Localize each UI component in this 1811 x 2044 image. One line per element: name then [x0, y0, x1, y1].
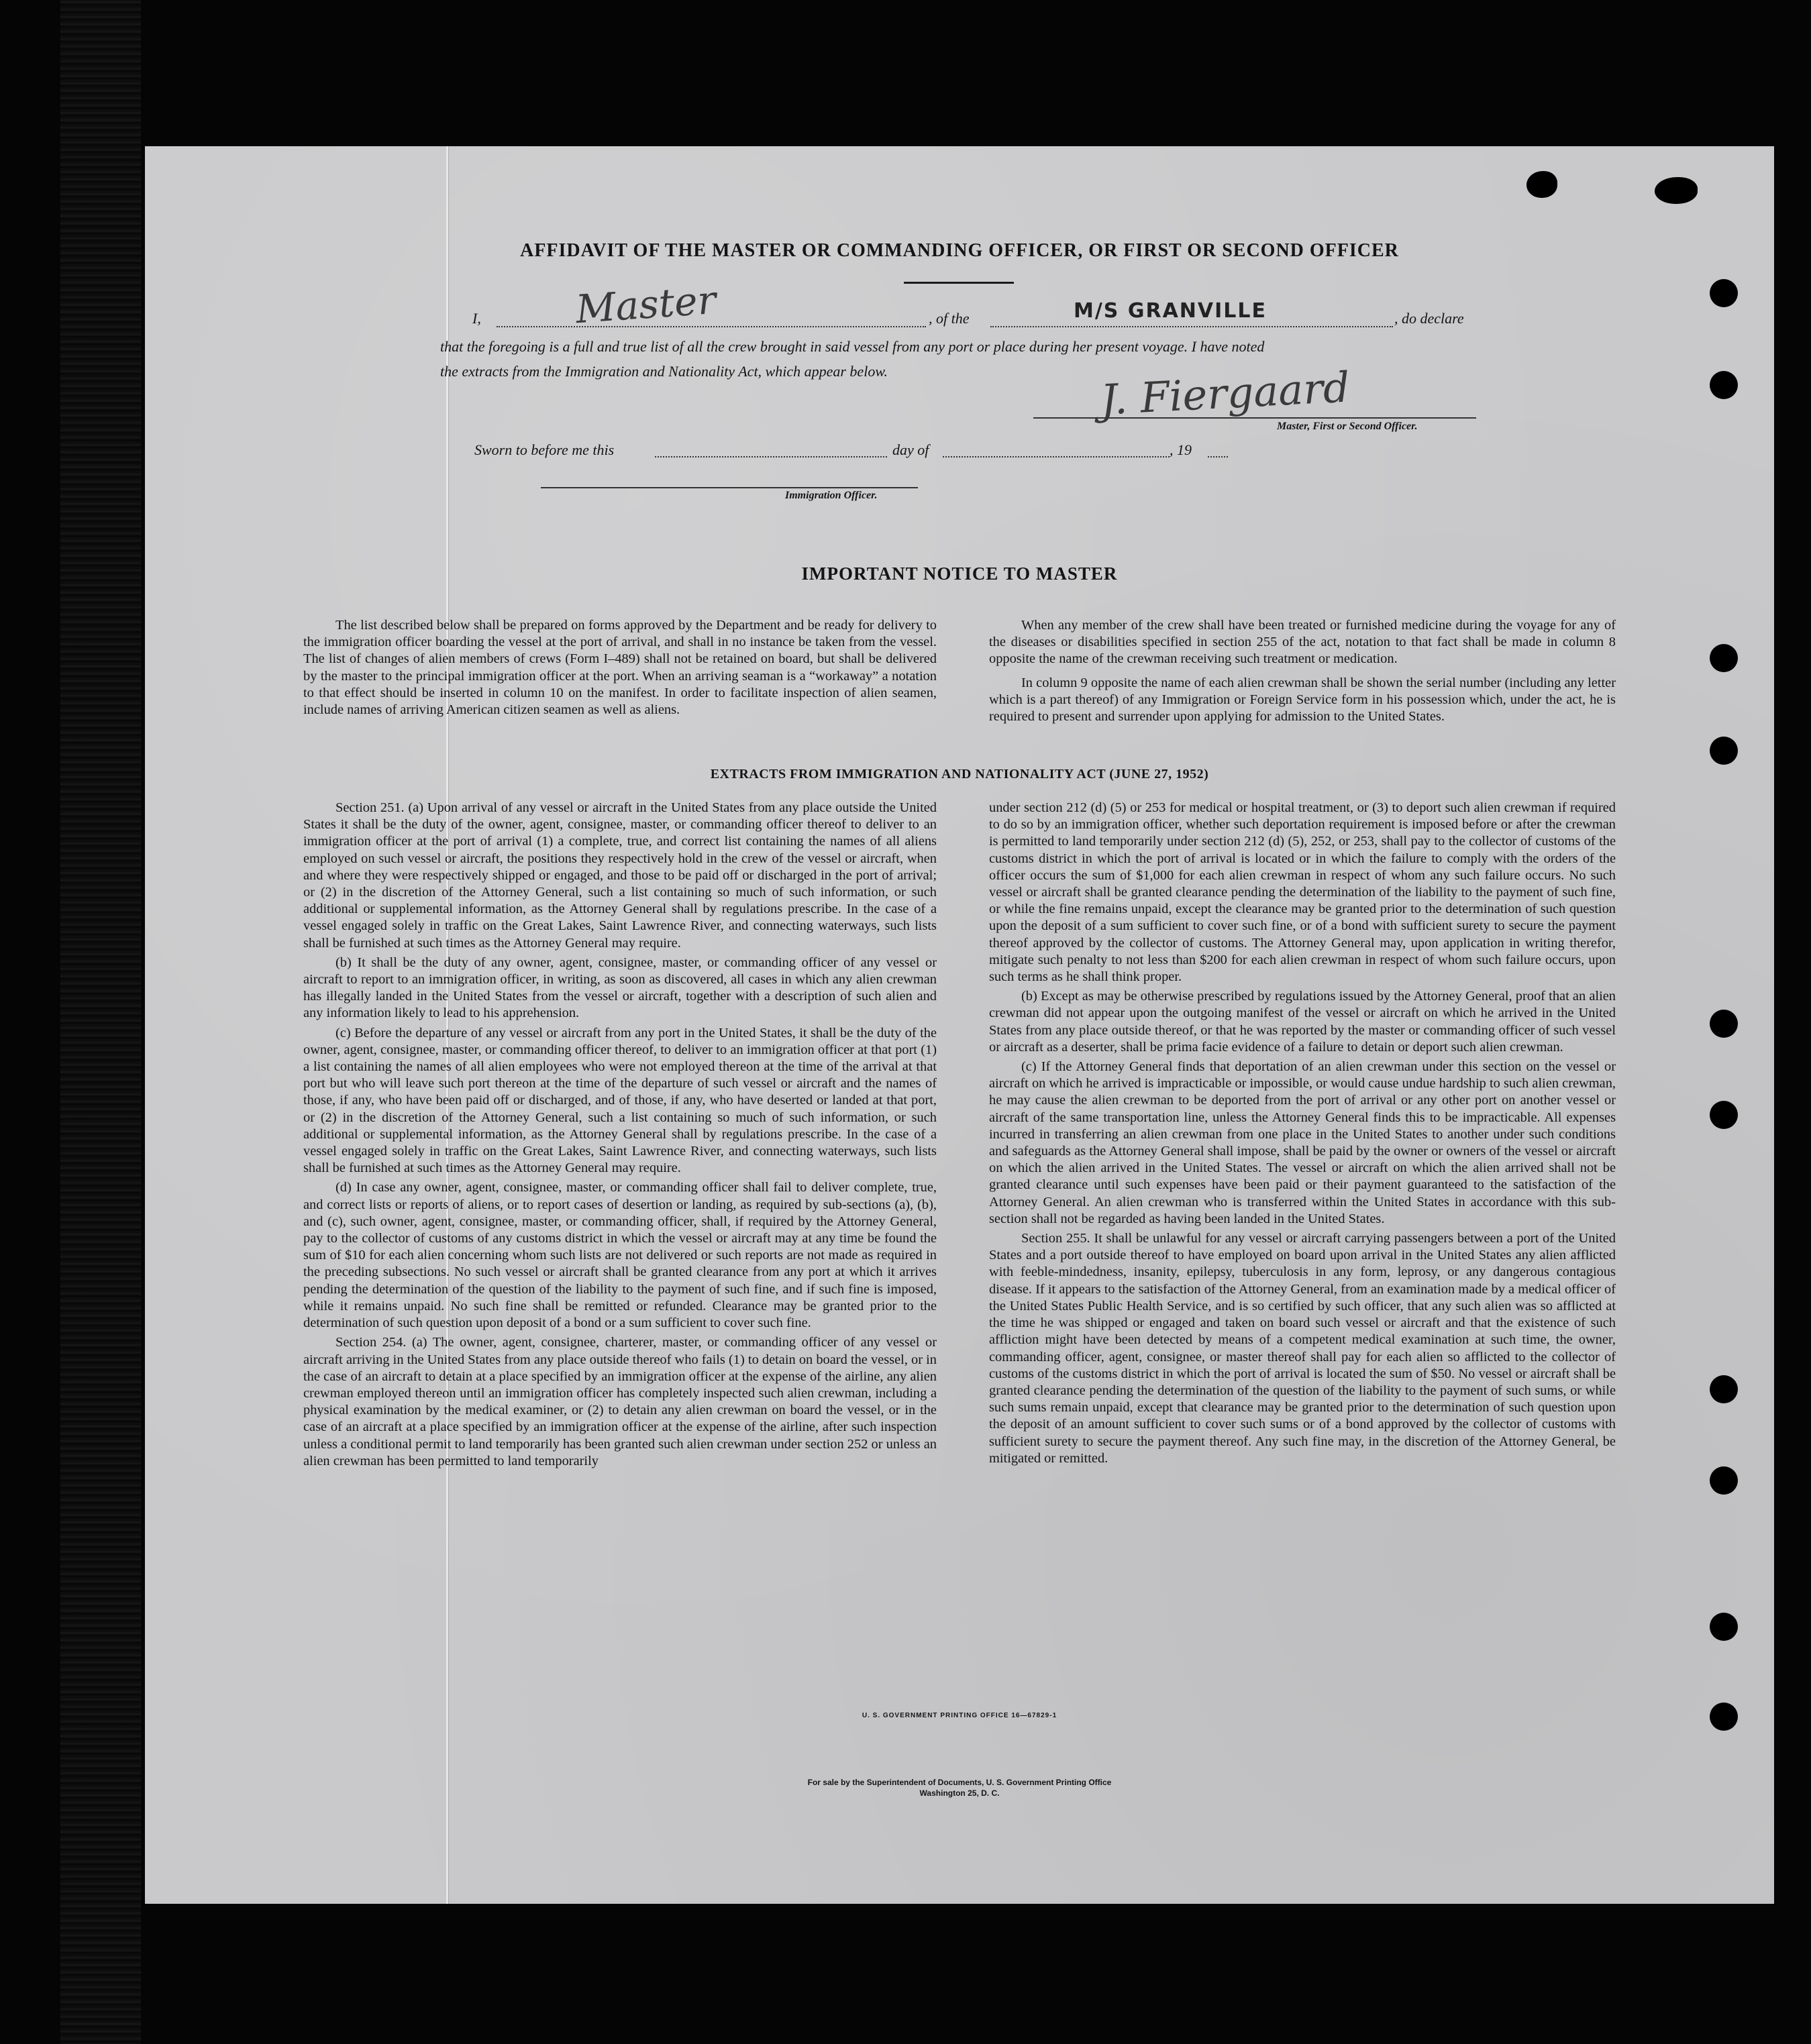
year-label: , 19: [1170, 441, 1192, 458]
section-254-a-continued: under section 212 (d) (5) or 253 for medical or hospital treatment, or (3) to deport such alien crewman if required to do so by an immigration officer, whether such deportation requirement is imposed before or after the crewman is permitted to land temporarily under section 212 (d) (5), 252, or 253, shall pay to the collector of customs of the customs district in which the port of arrival is located or in which the failure to comply with the orders of the officer occurs the sum of $1,000 for each alien crewman in respect of whom any such failure occurs. No such vessel or aircraft shall be granted clearance pending the determination of the liability to the payment of such fine, or while the fine remains unpaid, except the clearance may be granted prior to the determination of such question upon the deposit of a sum sufficient to cover such fine, or of a bond with sufficient surety to secure the payment thereof approved by the collector of customs. The Attorney General may, upon application in writing therefor, mitigate such penalty to not less than $200 for each alien crewman in respect of whom such failure occurs, upon such terms as he shall think proper.: [989, 800, 1616, 985]
signature-caption: Master, First or Second Officer.: [1277, 421, 1418, 432]
sale-line-2: Washington 25, D. C.: [919, 1788, 1000, 1798]
notice-right-paragraph-2: In column 9 opposite the name of each alien crewman shall be shown the serial number (including any letter which is a part thereof) of any Immigration or Foreign Service form in his possession which, under the act, he is required to present and surrender upon applying for admission to the United States.: [989, 675, 1616, 724]
notice-heading: IMPORTANT NOTICE TO MASTER: [801, 563, 1118, 584]
scan-edge-strip: [60, 0, 141, 2044]
vessel-name-field-line: [990, 326, 1393, 327]
punch-hole: [1655, 177, 1698, 204]
punch-hole: [1710, 1101, 1738, 1129]
signature-line: [1033, 417, 1476, 419]
affidavit-line-3: the extracts from the Immigration and Nationality Act, which appear below.: [440, 363, 888, 380]
immigration-officer-line: [541, 487, 918, 488]
section-251-a: Section 251. (a) Upon arrival of any vessel or aircraft in the United States from any place outside the United States it shall be the duty of the owner, agent, consignee, master, or commanding officer thereof to deliver to an immigration officer at the port of arrival (1) a complete, true, and correct list containing the names of all aliens employed on such vessel or aircraft, the positions they respectively hold in the crew of the vessel or aircraft, when and where they were respectively shipped or engaged, and those to be paid off or discharged in the port of arrival; or (2) in the discretion of the Attorney General, such a list containing so much of such information, or such additional or supplemental information, as the Attorney General shall by regulations prescribe. In the case of a vessel engaged solely in traffic on the Great Lakes, Saint Lawrence River, and connecting waterways, such lists shall be furnished at such times as the Attorney General may require.: [303, 800, 937, 951]
section-255: Section 255. It shall be unlawful for any vessel or aircraft carrying passengers between a port of the United States and a port outside thereof to have employed on board upon arrival in the United States any alien afflicted with feeble-mindedness, insanity, epilepsy, tuberculosis in any form, leprosy, or any dangerous contagious disease. If it appears to the satisfaction of the Attorney General, from an examination made by a medical officer of the United States Public Health Service, and is so certified by such officer, that any such alien was so afflicted at the time he was shipped or engaged and taken on board such vessel or aircraft and that the existence of such affliction might have been detected by means of a competent medical examination at such time, the owner, commanding officer, agent, consignee, or master thereof shall pay for each alien so afflicted to the collector of customs of the customs district in which the port of arrival is located the sum of $50. No vessel or aircraft shall be granted clearance pending the determination of the question of the liability to the payment of such sums, or while such sums remain unpaid, except that clearance may be granted prior to the determination of such question upon the deposit of an amount sufficient to cover such sums or of a bond approved by the collector of customs with sufficient surety to secure the payment thereof. Any such fine may, in the discretion of the Attorney General, be mitigated or remitted.: [989, 1231, 1616, 1466]
sale-line-1: For sale by the Superintendent of Documents, U. S. Government Printing Office: [807, 1778, 1112, 1787]
officer-signature: J. Fiergaard: [1099, 362, 1351, 425]
section-254-a: Section 254. (a) The owner, agent, consignee, charterer, master, or commanding officer of any vessel or aircraft arriving in the United States from any place outside thereof who fails (1) to detain on board the vessel, or in the case of an aircraft to detain at a place specified by an immigration officer at the expense of the airline, any alien crewman employed thereon until an immigration officer has completely inspected such alien crewman, including a physical examination by the medical examiner, or (2) to detain any alien crewman on board the vessel, or in the case of an aircraft at a place specified by an immigration officer at the expense of the airline, after such inspection unless a conditional permit to land temporarily has been granted such alien crewman under section 252 or unless an alien crewman has been permitted to land temporarily: [303, 1335, 937, 1468]
section-251-c: (c) Before the departure of any vessel or aircraft from any port in the United States, it shall be the duty of the owner, agent, consignee, master, or commanding officer thereof, to deliver to an immigration officer at that port (1) a list containing the names of all alien employees who were not employed thereon at the time of the arrival at that port but who will leave such port thereon at the time of the departure of such vessel or aircraft and the names of those, if any, who have been paid off or discharged, and of those, if any, who have deserted or landed at that port, or (2) in the discretion of the Attorney General, such a list containing so much of such information, or such additional or supplemental information, as the Attorney General shall by regulations prescribe. In the case of a vessel engaged solely in traffic on the Great Lakes, Saint Lawrence River, and connecting waterways, such lists shall be furnished at such times as the Attorney General may require.: [303, 1025, 937, 1176]
section-251-b: (b) It shall be the duty of any owner, agent, consignee, master, or commanding officer of any vessel or aircraft to report to an immigration officer, in writing, as soon as discovered, all cases in which any alien crewman has illegally landed in the United States from the vessel or aircraft, together with a description of such alien and any information likely to lead to his apprehension.: [303, 955, 937, 1021]
punch-hole: [1710, 279, 1738, 307]
notice-right-column: [989, 617, 1616, 725]
sworn-label: Sworn to before me this: [474, 441, 615, 458]
punch-hole: [1710, 737, 1738, 765]
notice-left-paragraph: The list described below shall be prepared on forms approved by the Department and be ready for delivery to the immigration officer boarding the vessel at the port of arrival, and shall in no instance be taken from the vessel. The list of changes of alien members of crews (Form I–489) shall not be retained on board, but shall be delivered by the master to the principal immigration officer at the port. When an arriving seaman is a “workaway” a notation to that effect should be inserted in column 10 on the manifest. In order to facilitate inspection of alien seamen, include names of arriving American citizen seamen as well as aliens.: [303, 618, 937, 718]
affidavit-line-2: that the foregoing is a full and true list of all the crew brought in said vessel from any port or place during her present voyage. I have noted: [440, 338, 1265, 355]
punch-hole: [1527, 171, 1557, 198]
punch-hole: [1710, 1613, 1738, 1641]
notice-left-column: [303, 617, 937, 718]
sworn-year-field-line: [1208, 456, 1228, 458]
section-254-c: (c) If the Attorney General finds that deportation of an alien crewman under this section on the vessel or aircraft on which he arrived is impracticable or impossible, or would cause undue hardship to such alien crewman, he may cause the alien crewman to be deported from the port of arrival or any other port on another vessel or aircraft of the same transportation line, unless the Attorney General finds this to be impracticable. All expenses incurred in transferring an alien crewman from one place in the United States to another under such conditions and safeguards as the Attorney General shall impose, shall be paid by the owner or owners of the vessel or aircraft on which the alien arrived in the United States. The vessel or aircraft on which the alien arrived shall not be granted clearance until such expenses have been paid or their payment guaranteed to the satisfaction of the Attorney General. An alien crewman who is transferred within the United States in accordance with this sub-section shall not be regarded as having been landed in the United States.: [989, 1059, 1616, 1226]
master-handwritten: Master: [574, 276, 718, 333]
sworn-month-field-line: [943, 456, 1170, 458]
master-name-field-line: [497, 326, 926, 327]
vessel-name: M/S GRANVILLE: [1074, 299, 1267, 323]
affidavit-i-label: I,: [472, 310, 481, 327]
punch-hole: [1710, 371, 1738, 399]
declare-label: , do declare: [1394, 310, 1464, 327]
section-251-d: (d) In case any owner, agent, consignee, master, or commanding officer shall fail to deliver complete, true, and correct lists or reports of aliens, or to report cases of desertion or landing, as required by sub-sections (a), (b), and (c), such owner, agent, consignee, master, or commanding officer, shall, if required by the Attorney General, pay to the collector of customs of any customs district in which the vessel or aircraft may at any time be found the sum of $10 for each alien concerning whom such lists are not delivered or such reports are not made as required in the preceding subsections. No such vessel or aircraft shall be granted clearance from any port at which it arrives pending the determination of the question of the liability to the payment of such fine, and if such fine is imposed, while it remains unpaid. No such fine shall be remitted or refunded. Clearance may be granted prior to the determination of such question upon deposit of a bond or a sum sufficient to cover such fine.: [303, 1180, 937, 1331]
extracts-left-column: [303, 800, 937, 1470]
affidavit-heading: AFFIDAVIT OF THE MASTER OR COMMANDING OFFICER, OR FIRST OR SECOND OFFICER: [520, 240, 1399, 261]
punch-hole: [1710, 1466, 1738, 1495]
punch-hole: [1710, 1375, 1738, 1403]
punch-hole: [1710, 644, 1738, 672]
notice-right-paragraph-1: When any member of the crew shall have been treated or furnished medicine during the voyage for any of the diseases or disabilities specified in section 255 of the act, notation to that fact shall be made in column 8 opposite the name of the crewman receiving such treatment or medication.: [989, 618, 1616, 667]
extracts-heading: EXTRACTS FROM IMMIGRATION AND NATIONALITY ACT (JUNE 27, 1952): [710, 767, 1209, 782]
extracts-right-column: [989, 800, 1616, 1467]
sworn-day-field-line: [655, 456, 887, 458]
immigration-officer-caption: Immigration Officer.: [785, 490, 878, 501]
of-the-label: , of the: [929, 310, 970, 327]
day-of-label: day of: [892, 441, 929, 458]
heading-rule: [904, 282, 1014, 284]
punch-hole: [1710, 1010, 1738, 1038]
section-254-b: (b) Except as may be otherwise prescribed by regulations issued by the Attorney General, proof that an alien crewman did not appear upon the outgoing manifest of the vessel or aircraft on which he arrived in the United States from any place outside thereof, or that he was reported by the master or commanding officer of such vessel or aircraft as a deserter, shall be prima facie evidence of a failure to detain or deport such alien crewman.: [989, 989, 1616, 1055]
printing-office-line: U. S. GOVERNMENT PRINTING OFFICE 16—67829-1: [862, 1712, 1057, 1719]
